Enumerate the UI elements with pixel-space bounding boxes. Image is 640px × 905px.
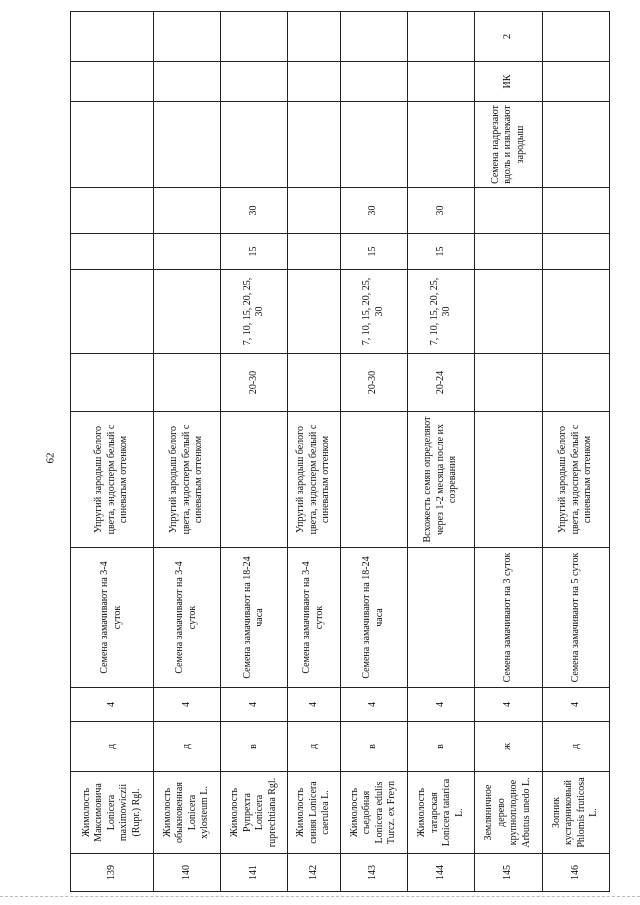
cell-species-name: Жимолость обыкновенная Lonicera xylosteum L. <box>153 772 220 854</box>
cell-row-number: 141 <box>221 854 288 892</box>
cell-species-name: Зопник кустарниковый Phlomis fruticosa L. <box>542 772 609 854</box>
cell-count-days: 7, 10, 15, 20, 25, 30 <box>221 270 288 354</box>
cell-method-text <box>407 102 474 188</box>
cell-treatment-text <box>407 548 474 688</box>
cell-notes-text: Упругий зародыш белого цвета, эндосперм белый с синеватым оттенком <box>71 412 154 548</box>
cell-row-number: 140 <box>153 854 220 892</box>
cell-column-13-value <box>153 12 220 62</box>
cell-column-9-value <box>542 234 609 270</box>
table-row <box>153 12 220 892</box>
cell-treatment-text: Семена замачивают на 18-24 часа <box>221 548 288 688</box>
cell-method-text: Семена надрезают вдоль и извлекают зародыш <box>475 102 542 188</box>
cell-count-days <box>475 270 542 354</box>
cell-notes-text: Упругий зародыш белого цвета, эндосперм белый с синеватым оттенком <box>288 412 340 548</box>
cell-count-days <box>153 270 220 354</box>
rotated-table-wrapper <box>70 34 610 892</box>
cell-row-number: 139 <box>71 854 154 892</box>
cell-treatment-text: Семена замачивают на 3-4 суток <box>288 548 340 688</box>
cell-row-number: 145 <box>475 854 542 892</box>
cell-treatment-text: Семена замачивают на 18-24 часа <box>340 548 407 688</box>
cell-species-name: Земляничное дерево крупноплодное Arbutus unedo L. <box>475 772 542 854</box>
cell-column-13-value: 2 <box>475 12 542 62</box>
cell-column-4-value: 4 <box>288 688 340 722</box>
cell-column-10-value: 30 <box>340 188 407 234</box>
cell-column-10-value: 30 <box>221 188 288 234</box>
cell-temperature-range: 20-30 <box>340 354 407 412</box>
cell-group-letter: в <box>340 722 407 772</box>
cell-column-4-value: 4 <box>153 688 220 722</box>
cell-column-9-value <box>153 234 220 270</box>
cell-method-text <box>221 102 288 188</box>
cell-group-letter: д <box>288 722 340 772</box>
cell-column-10-value <box>71 188 154 234</box>
cell-temperature-range: 20-24 <box>407 354 474 412</box>
cell-notes-text <box>340 412 407 548</box>
cell-column-9-value: 15 <box>340 234 407 270</box>
cell-column-10-value: 30 <box>407 188 474 234</box>
table-row <box>542 12 609 892</box>
cell-column-12-value <box>71 62 154 102</box>
cell-column-10-value <box>475 188 542 234</box>
cell-column-12-value <box>340 62 407 102</box>
cell-column-4-value: 4 <box>475 688 542 722</box>
cell-column-12-value: ИК <box>475 62 542 102</box>
cell-column-13-value <box>407 12 474 62</box>
cell-count-days <box>542 270 609 354</box>
cell-column-12-value <box>221 62 288 102</box>
cell-column-13-value <box>221 12 288 62</box>
cell-column-9-value: 15 <box>221 234 288 270</box>
cell-column-12-value <box>153 62 220 102</box>
cell-column-9-value: 15 <box>407 234 474 270</box>
cell-method-text <box>153 102 220 188</box>
cell-column-4-value: 4 <box>221 688 288 722</box>
cell-treatment-text: Семена замачивают на 3-4 суток <box>153 548 220 688</box>
cell-column-4-value: 4 <box>340 688 407 722</box>
cell-group-letter: д <box>153 722 220 772</box>
cell-species-name: Жимолость Рупрехта Lonicera ruprechtiana Rgl. <box>221 772 288 854</box>
cell-temperature-range <box>475 354 542 412</box>
cell-row-number: 146 <box>542 854 609 892</box>
cell-column-10-value <box>288 188 340 234</box>
table-row <box>475 12 542 892</box>
cell-column-10-value <box>153 188 220 234</box>
cell-notes-text: Всхожесть семян определяют через 1-2 месяца после их созревания <box>407 412 474 548</box>
cell-count-days <box>288 270 340 354</box>
cell-row-number: 144 <box>407 854 474 892</box>
cell-group-letter: в <box>407 722 474 772</box>
cell-column-4-value: 4 <box>407 688 474 722</box>
cell-row-number: 143 <box>340 854 407 892</box>
cell-temperature-range <box>153 354 220 412</box>
cell-column-9-value <box>288 234 340 270</box>
cell-group-letter: д <box>71 722 154 772</box>
cell-count-days: 7, 10, 15, 20, 25, 30 <box>340 270 407 354</box>
cell-column-13-value <box>71 12 154 62</box>
cell-temperature-range: 20-30 <box>221 354 288 412</box>
cell-column-13-value <box>542 12 609 62</box>
cell-column-12-value <box>542 62 609 102</box>
cell-treatment-text: Семена замачивают на 5 суток <box>542 548 609 688</box>
table-row <box>288 12 340 892</box>
cell-count-days <box>71 270 154 354</box>
cell-treatment-text: Семена замачивают на 3-4 суток <box>71 548 154 688</box>
page-bottom-margin-line <box>0 896 640 897</box>
cell-method-text <box>71 102 154 188</box>
cell-column-12-value <box>407 62 474 102</box>
cell-column-9-value <box>475 234 542 270</box>
cell-column-9-value <box>71 234 154 270</box>
table-row <box>407 12 474 892</box>
table-row <box>71 12 154 892</box>
cell-notes-text: Упругий зародыш белого цвета, эндосперм белый с синеватым оттенком <box>153 412 220 548</box>
cell-group-letter: д <box>542 722 609 772</box>
cell-column-13-value <box>340 12 407 62</box>
cell-temperature-range <box>288 354 340 412</box>
cell-notes-text <box>221 412 288 548</box>
cell-species-name: Жимолость татарская Lonicera tatarica L. <box>407 772 474 854</box>
cell-column-10-value <box>542 188 609 234</box>
cell-column-12-value <box>288 62 340 102</box>
cell-column-13-value <box>288 12 340 62</box>
cell-species-name: Жимолость съедобная Lonicera edulis Turcz. ex Freyn <box>340 772 407 854</box>
cell-temperature-range <box>542 354 609 412</box>
table-row <box>221 12 288 892</box>
page-number: 62 <box>44 452 57 464</box>
cell-method-text <box>542 102 609 188</box>
cell-method-text <box>340 102 407 188</box>
cell-group-letter: ж <box>475 722 542 772</box>
cell-row-number: 142 <box>288 854 340 892</box>
cell-species-name: Жимолость синяя Lonicera caerulea L. <box>288 772 340 854</box>
cell-count-days: 7, 10, 15, 20, 25, 30 <box>407 270 474 354</box>
cell-treatment-text: Семена замачивают на 3 суток <box>475 548 542 688</box>
cell-column-4-value: 4 <box>542 688 609 722</box>
cell-temperature-range <box>71 354 154 412</box>
cell-group-letter: в <box>221 722 288 772</box>
cell-species-name: Жимолость Максимовича Lonicera maximowiczii (Rupr.) Rgl. <box>71 772 154 854</box>
cell-notes-text <box>475 412 542 548</box>
cell-method-text <box>288 102 340 188</box>
cell-column-4-value: 4 <box>71 688 154 722</box>
cell-notes-text: Упругий зародыш белого цвета, эндосперм белый с синеватым оттенком <box>542 412 609 548</box>
table-row <box>340 12 407 892</box>
seed-germination-table <box>70 11 610 892</box>
